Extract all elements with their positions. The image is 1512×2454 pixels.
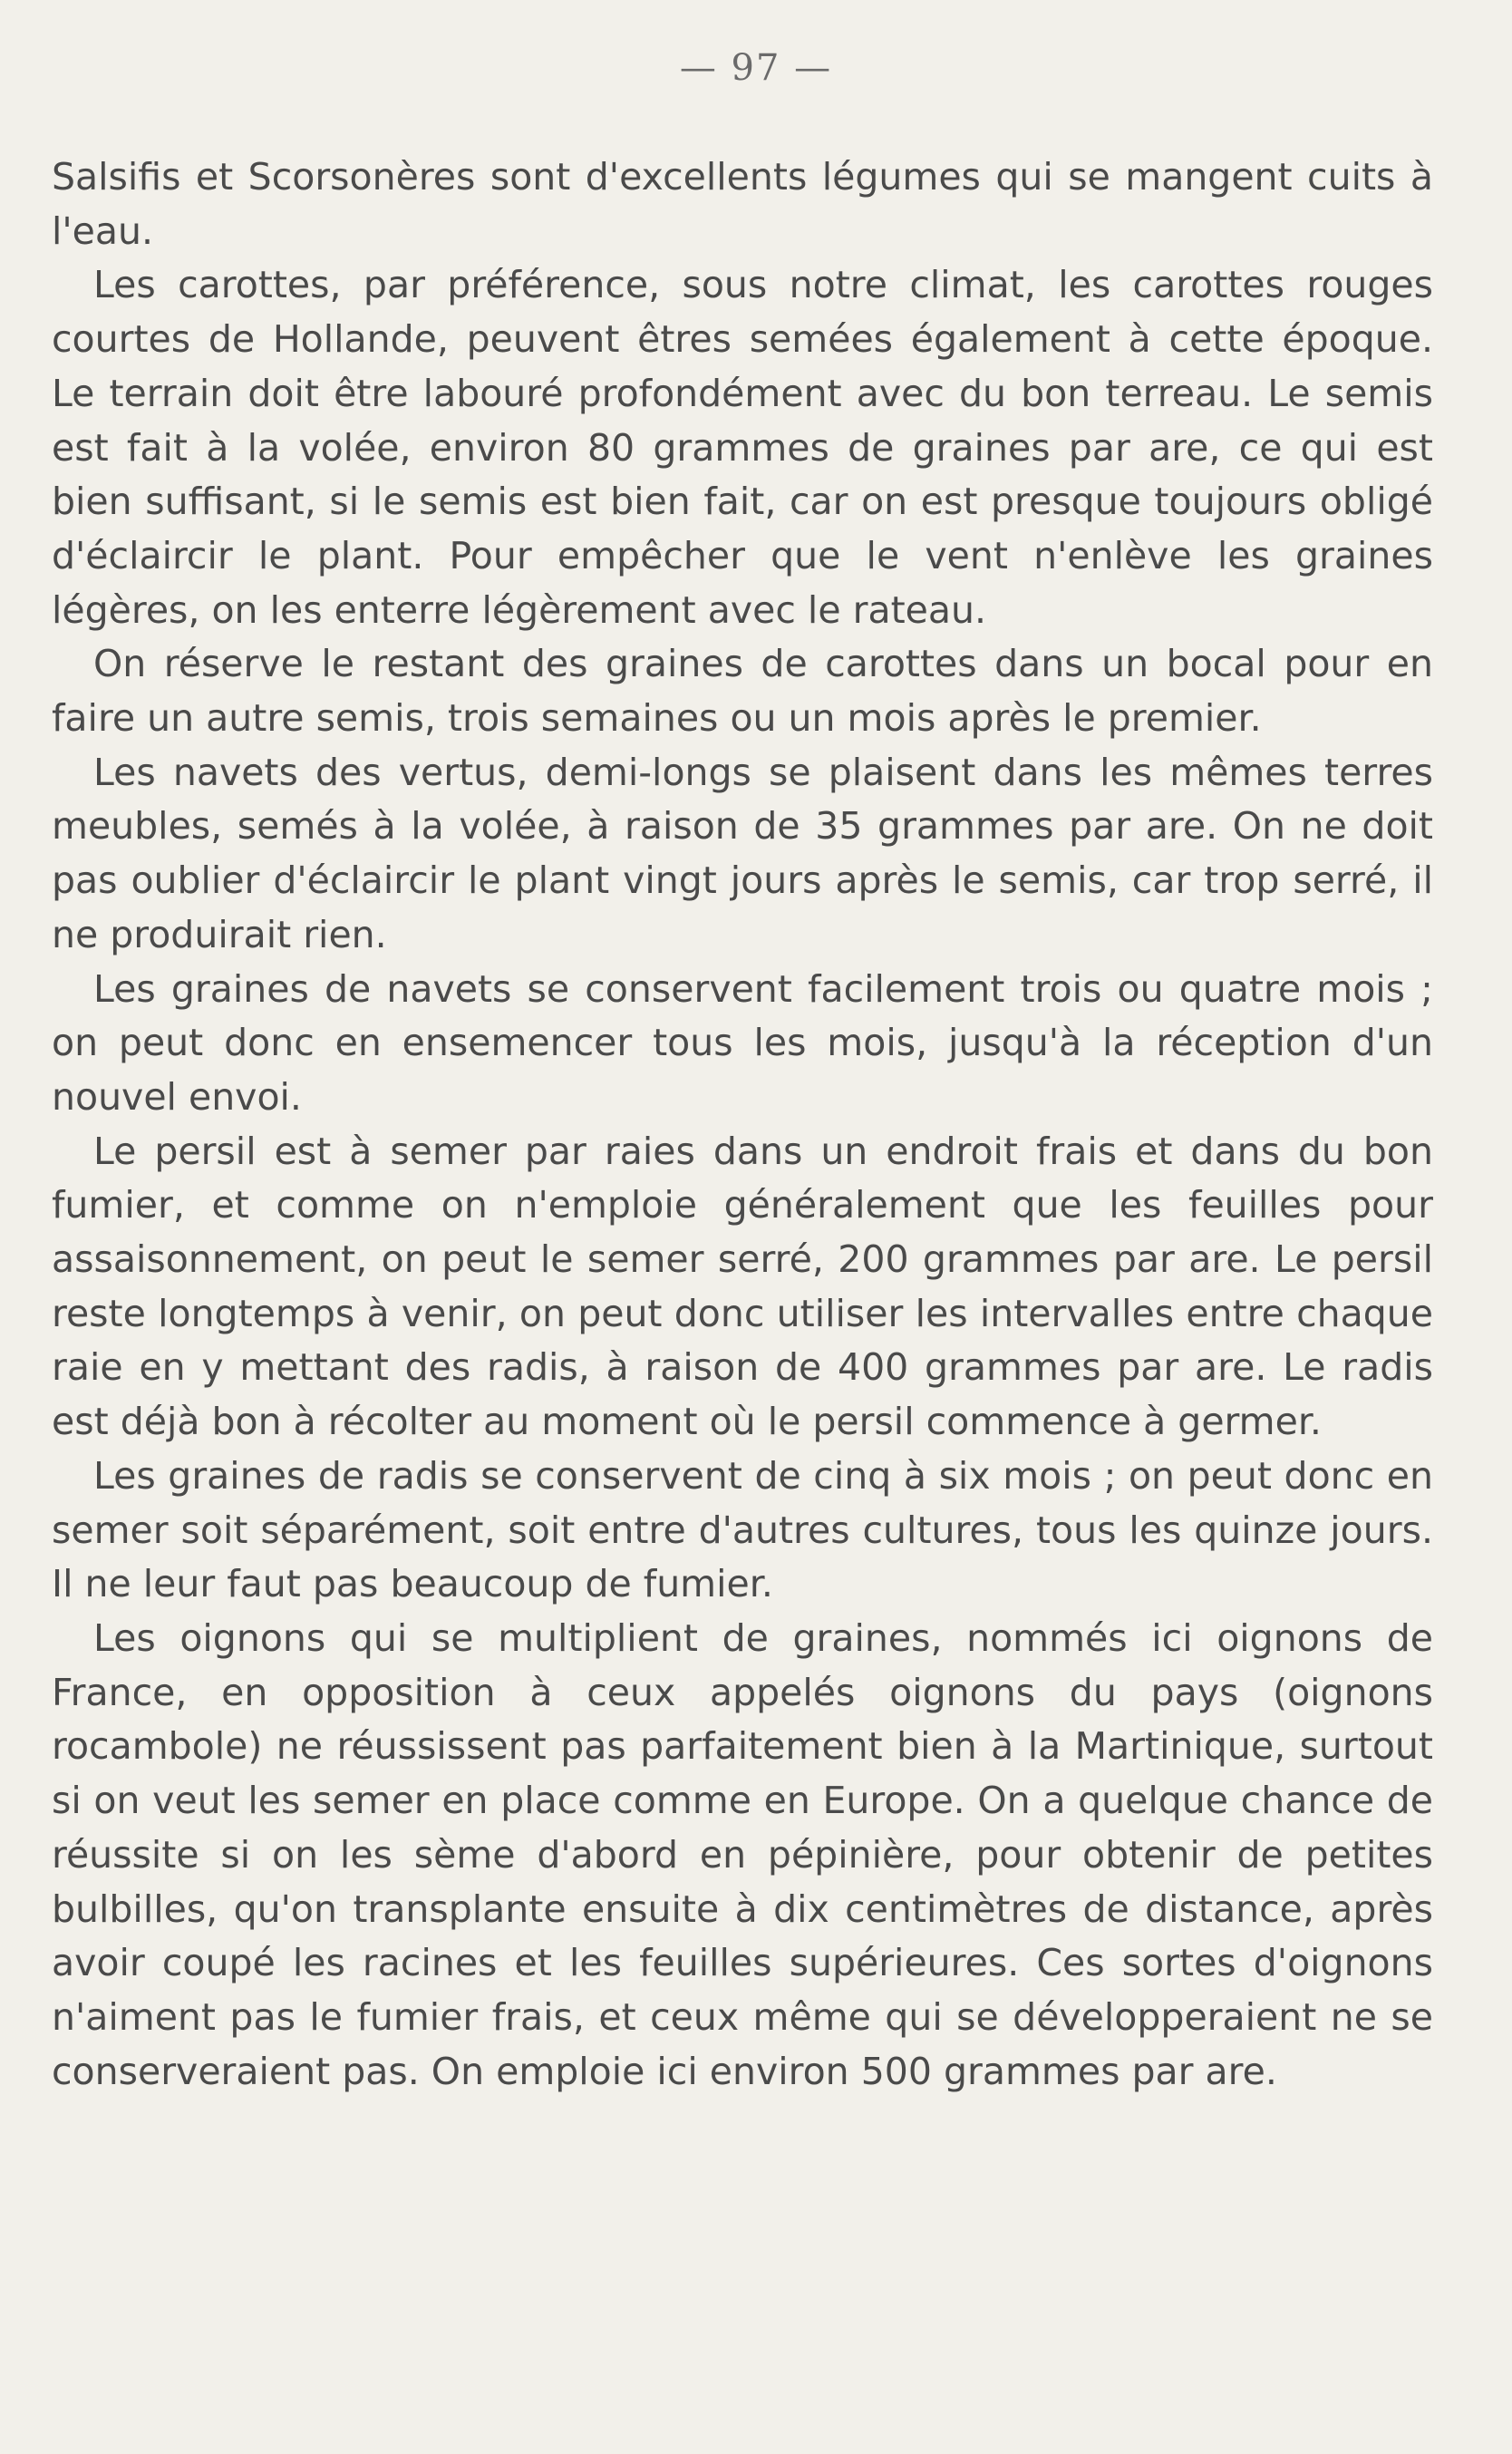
paragraph-oignons: Les oignons qui se multiplient de graines, nommés ici oignons de France, en opposition à ceux appelés oignons du pays (oignons rocambole) ne réussissent pas parfaitement bien à la Martinique, surtout si on veut les semer en place comme en Europe. On a quelque chance de réussite si on les sème d'abord en pépinière, pour obtenir de petites bulbilles, qu'on transplante ensuite à dix centimètres de distance, après avoir coupé les racines et les feuilles supérieures. Ces sortes d'oignons n'aiment pas le fumier frais, et ceux même qui se développeraient ne se conserveraient pas. On emploie ici environ 500 grammes par are.: [52, 1615, 1433, 2093]
body-text: [52, 150, 1433, 2099]
paragraph-salsifis: Salsifis et Scorsonères sont d'excellents légumes qui se mangent cuits à l'eau.: [52, 155, 1433, 253]
paragraph-carottes: Les carottes, par préférence, sous notre climat, les carottes rouges courtes de Hollande, peuvent êtres semées également à cette époque. Le terrain doit être labouré profondément avec du bon terreau. Le semis est fait à la volée, environ 80 grammes de graines par are, ce qui est bien suffisant, si le semis est bien fait, car on est presque toujours obligé d'éclaircir le plant. Pour empêcher que le vent n'enlève les graines légères, on les enterre légèrement avec le rateau.: [52, 263, 1433, 632]
paragraph-radis: Les graines de radis se conservent de cinq à six mois ; on peut donc en semer soit séparément, soit entre d'autres cultures, tous les quinze jours. Il ne leur faut pas beaucoup de fumier.: [52, 1453, 1433, 1606]
paragraph-graines-navets: Les graines de navets se conservent facilement trois ou quatre mois ; on peut donc en ensemencer tous les mois, jusqu'à la réception d'un nouvel envoi.: [52, 966, 1433, 1119]
paragraph-persil: Le persil est à semer par raies dans un endroit frais et dans du bon fumier, et comme on n'emploie généralement que les feuilles pour assaisonnement, on peut le semer serré, 200 grammes par are. Le persil reste longtemps à venir, on peut donc utiliser les intervalles entre chaque raie en y mettant des radis, à raison de 400 grammes par are. Le radis est déjà bon à récolter au moment où le persil commence à germer.: [52, 1129, 1433, 1444]
page-number: — 97 —: [679, 47, 833, 89]
paragraph-navets: Les navets des vertus, demi-longs se plaisent dans les mêmes terres meubles, semés à la volée, à raison de 35 grammes par are. On ne doit pas oublier d'éclaircir le plant vingt jours après le semis, car trop serré, il ne produirait rien.: [52, 750, 1433, 956]
paragraph-carottes-reserve: On réserve le restant des graines de carottes dans un bocal pour en faire un autre semis, trois semaines ou un mois après le premier.: [52, 642, 1433, 741]
